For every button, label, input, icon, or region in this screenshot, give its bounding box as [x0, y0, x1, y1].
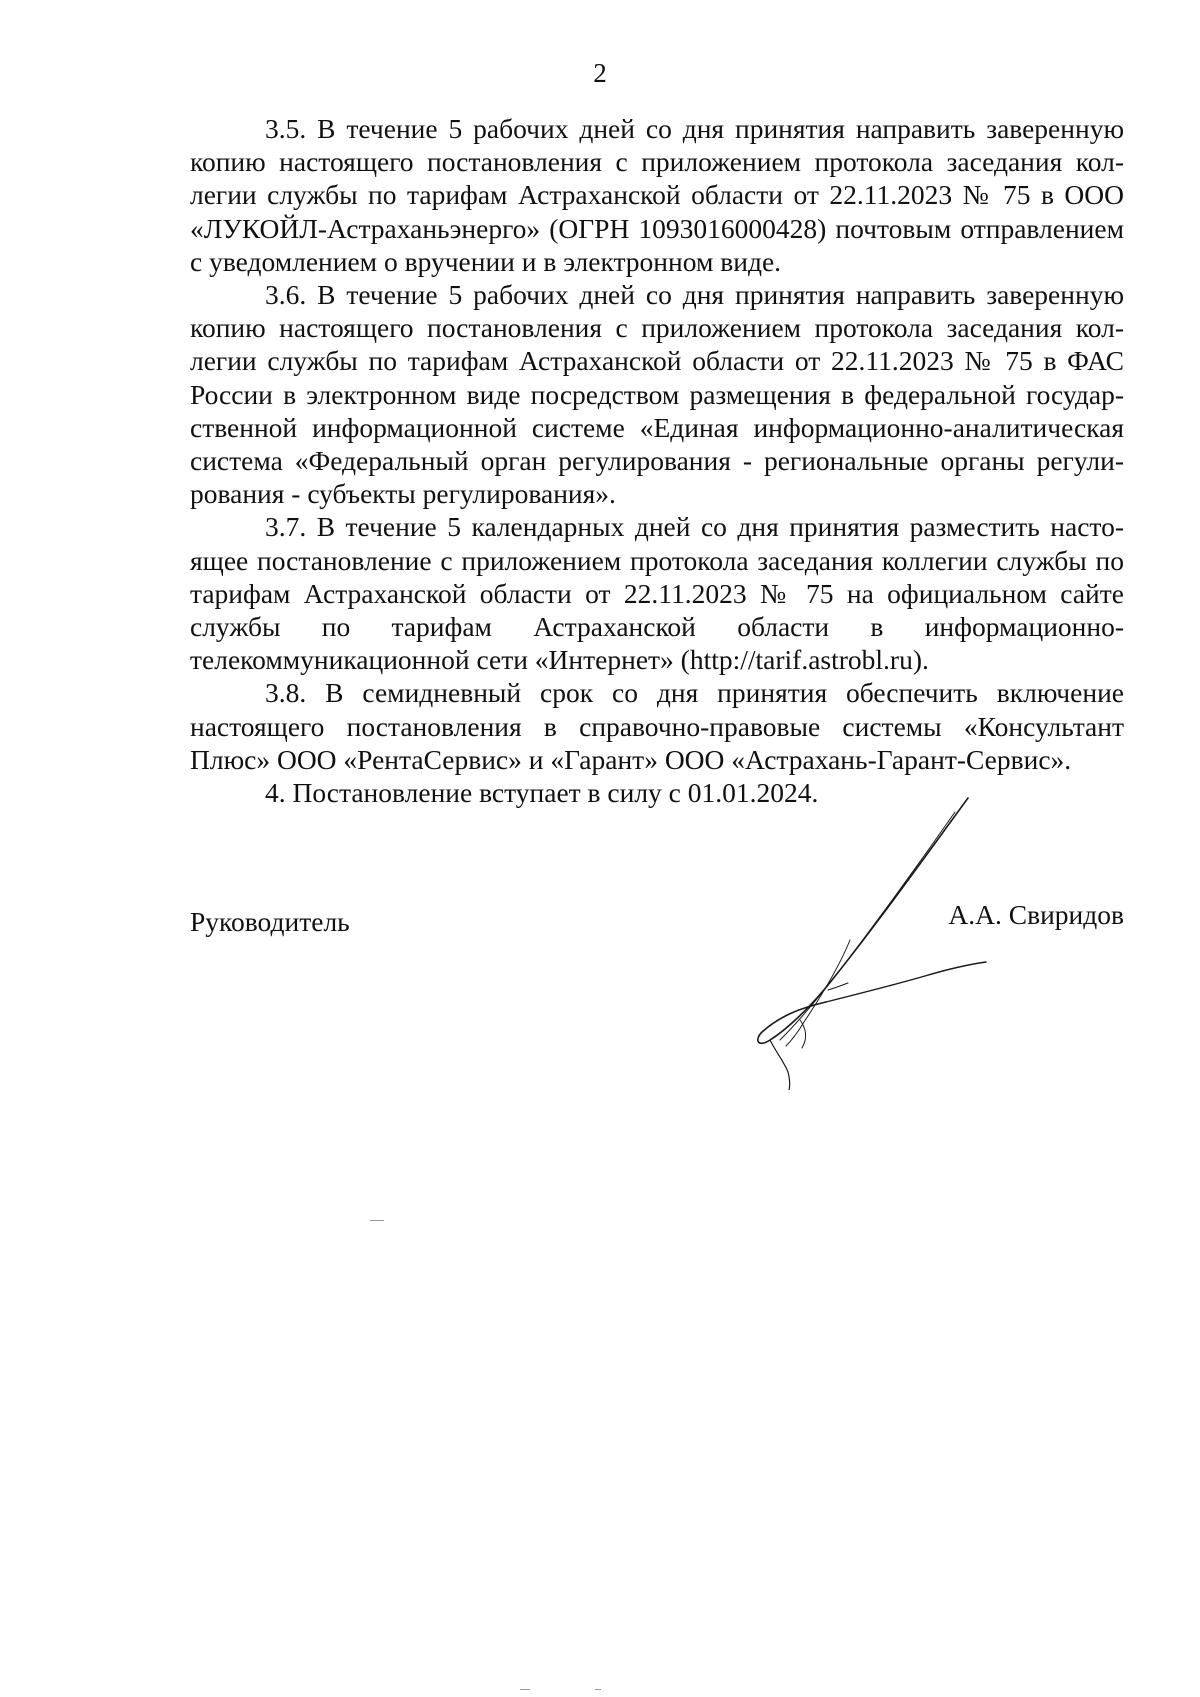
paragraph-3-8: 3.8. В семидневный срок со дня принятия обеспечить включение настоящего постановления в справочно-правовые системы «Консультант Плюс» ООО «РентаСервис» и «Гарант» ООО «Астрахань-Гарант-Сервис». [190, 677, 1124, 775]
paragraph-3-7: 3.7. В течение 5 календарных дней со дня принятия разместить настоящее постановление с приложением протокола заседания коллегии службы по тарифам Астраханской области от 22.11.2023 № 75 на официальном сайте службы по тарифам Астраханской области в информационно-телекоммуникационной сети «Интернет» (http://tarif.astrobl.ru). [190, 511, 1124, 676]
document-body [190, 112, 1124, 809]
paragraph-3-6: 3.6. В течение 5 рабочих дней со дня принятия направить заверенную копию настоящего постановления с приложением протокола заседания коллегии службы по тарифам Астраханской области от 22.11.2023 № 75 в ФАС России в электронном виде посредством размещения в федеральной государственной информационной системе «Единая информационно-аналитическая система «Федеральный орган регулирования - региональные органы регулирования - субъекты регулирования». [190, 279, 1124, 510]
paragraph-3-5: 3.5. В течение 5 рабочих дней со дня принятия направить заверенную копию настоящего постановления с приложением протокола заседания коллегии службы по тарифам Астраханской области от 22.11.2023 № 75 в ООО «ЛУКОЙЛ-Астраханьэнерго» (ОГРН 1093016000428) почтовым отправлением с уведомлением о вручении и в электронном виде. [190, 113, 1124, 277]
handwritten-signature-icon [740, 790, 1010, 1090]
signer-position-title: Руководитель [190, 906, 350, 937]
scan-artifact [595, 1689, 601, 1690]
scan-artifact [370, 1220, 384, 1221]
page-number: 2 [593, 58, 607, 88]
signer-name: А.А. Свиридов [948, 899, 1124, 930]
paragraph-4: 4. Постановление вступает в силу с 01.01.2024. [265, 777, 819, 809]
scan-artifact [520, 1689, 530, 1690]
